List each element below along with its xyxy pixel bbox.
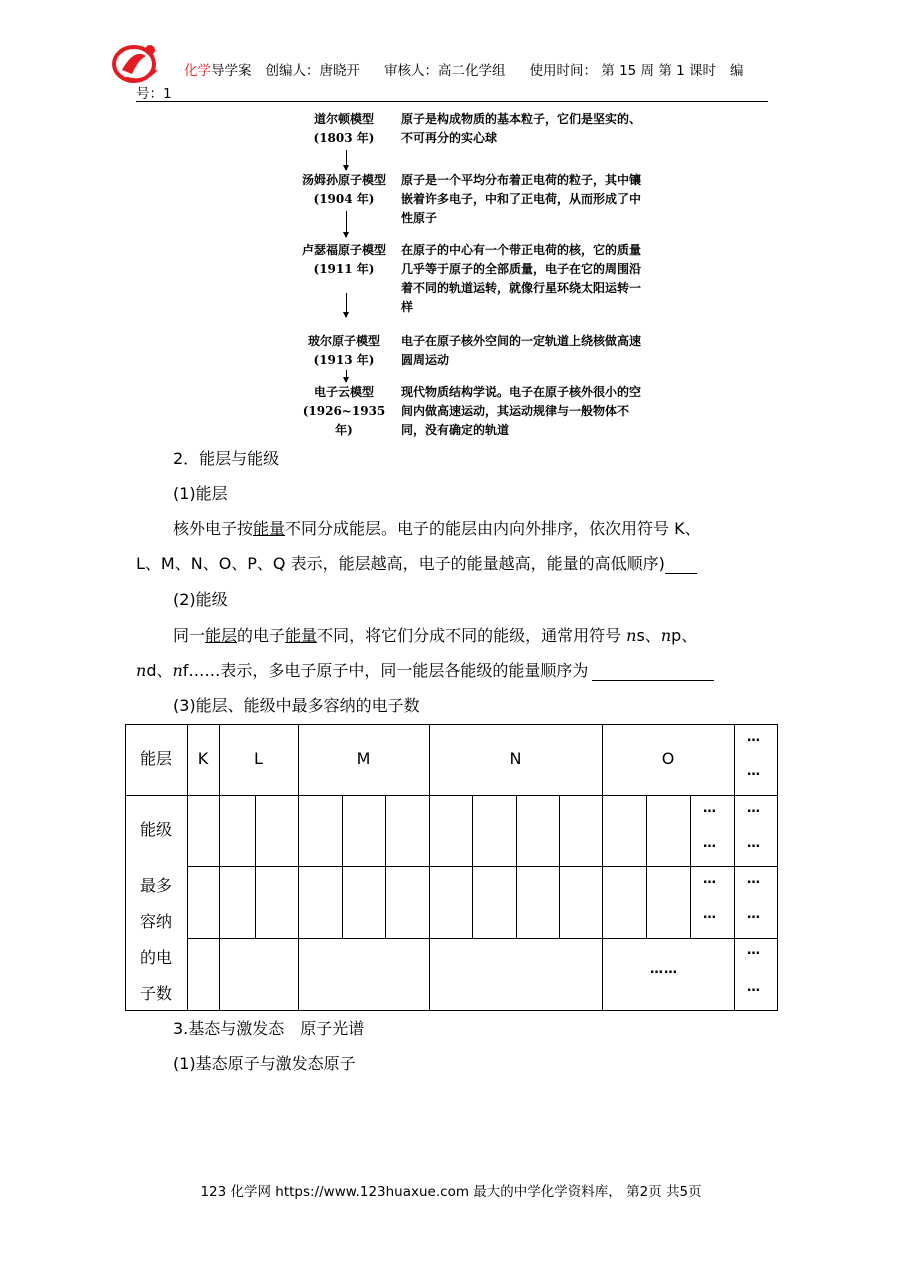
- paragraph-energy-layer-cont: L、M、N、O、P、Q 表示，能层越高，电子的能量越高，能量的高低顺序): [136, 554, 697, 574]
- header-brand: 化学: [184, 63, 211, 79]
- header-title: 导学案: [211, 63, 252, 79]
- section-heading: 3.基态与激发态 原子光谱: [173, 1019, 365, 1038]
- section-heading: 2．能层与能级: [173, 449, 280, 468]
- subheading-energy-sublevel: (2)能级: [173, 590, 228, 609]
- ellipsis: …: [703, 872, 717, 887]
- fill-blank[interactable]: [592, 664, 714, 681]
- ellipsis: …: [747, 980, 761, 995]
- energy-level-table: [125, 724, 778, 1011]
- ellipsis: ……: [650, 962, 678, 977]
- header-number-label: 编: [730, 63, 744, 79]
- subheading-energy-layer: (1)能层: [173, 484, 228, 503]
- paragraph-energy-sublevel-cont: nd、nf……表示，多电子原子中，同一能层各能级的能量顺序为: [136, 661, 714, 681]
- header-line: [136, 59, 766, 79]
- timeline-model: 玻尔原子模型 (1913 年): [307, 334, 380, 367]
- arrow-down-icon: [346, 293, 347, 317]
- subheading-max-electrons: (3)能层、能级中最多容纳的电子数: [173, 696, 420, 715]
- page-footer: 123 化学网 https://www.123huaxue.com 最大的中学化学资料库， 第2页 共5页: [200, 1184, 702, 1200]
- arrow-down-icon: [346, 211, 347, 237]
- arrow-down-icon: [346, 150, 347, 170]
- paragraph-energy-sublevel: 同一能层的电子能量不同，将它们分成不同的能级，通常用符号 ns、np、: [173, 626, 698, 645]
- ellipsis: …: [747, 872, 761, 887]
- ellipsis: …: [747, 907, 761, 922]
- header-reviewer: 审核人：高二化学组: [384, 63, 506, 79]
- row-label-sublevel: 能级: [139, 820, 172, 839]
- header-number: 号：1: [136, 86, 172, 102]
- ellipsis: …: [747, 764, 761, 779]
- ellipsis: …: [703, 907, 717, 922]
- timeline-description: 在原子的中心有一个带正电荷的核，它的质量几乎等于原子的全部质量，电子在它的周围沿着不同的轨道运转，就像行星环绕太阳运转一样: [401, 243, 642, 314]
- row-label-layer: 能层: [139, 749, 172, 768]
- timeline-model: 汤姆孙原子模型 (1904 年): [301, 173, 386, 206]
- timeline-description: 原子是一个平均分布着正电荷的粒子，其中镶嵌着许多电子，中和了正电荷，从而形成了中性原子: [401, 173, 642, 225]
- ellipsis: …: [747, 730, 761, 745]
- timeline-model: 电子云模型 (1926~1935 年): [302, 385, 386, 437]
- ellipsis: …: [747, 801, 761, 816]
- layer-header: M: [356, 749, 371, 768]
- timeline-description: 电子在原子核外空间的一定轨道上绕核做高速圆周运动: [401, 334, 642, 367]
- layer-header: O: [661, 749, 675, 768]
- header-divider: [136, 101, 768, 102]
- ellipsis: …: [703, 801, 717, 816]
- ellipsis: …: [703, 836, 717, 851]
- layer-header: N: [509, 749, 522, 768]
- timeline-description: 现代物质结构学说。电子在原子核外很小的空间内做高速运动，其运动规律与一般物体不同，没有确定的轨道: [401, 385, 642, 437]
- header-editor: 创编人：唐晓开: [265, 63, 360, 79]
- timeline-description: 原子是构成物质的基本粒子，它们是坚实的、不可再分的实心球: [401, 112, 642, 145]
- layer-header: K: [197, 749, 209, 768]
- subheading-ground-excited: (1)基态原子与激发态原子: [173, 1054, 356, 1073]
- arrow-down-icon: [346, 370, 347, 382]
- ellipsis: …: [747, 943, 761, 958]
- row-label-max-electrons: 最多 容纳 的电 子数: [139, 876, 172, 1003]
- fill-blank[interactable]: [665, 557, 697, 574]
- ellipsis: …: [747, 836, 761, 851]
- header-time: 使用时间： 第 15 周 第 1 课时: [529, 63, 717, 79]
- timeline-model: 卢瑟福原子模型 (1911 年): [301, 243, 386, 276]
- timeline-model: 道尔顿模型 (1803 年): [313, 112, 375, 145]
- layer-header: L: [254, 749, 263, 768]
- paragraph-energy-layer: 核外电子按能量不同分成能层。电子的能层由内向外排序，依次用符号 K、: [173, 519, 701, 538]
